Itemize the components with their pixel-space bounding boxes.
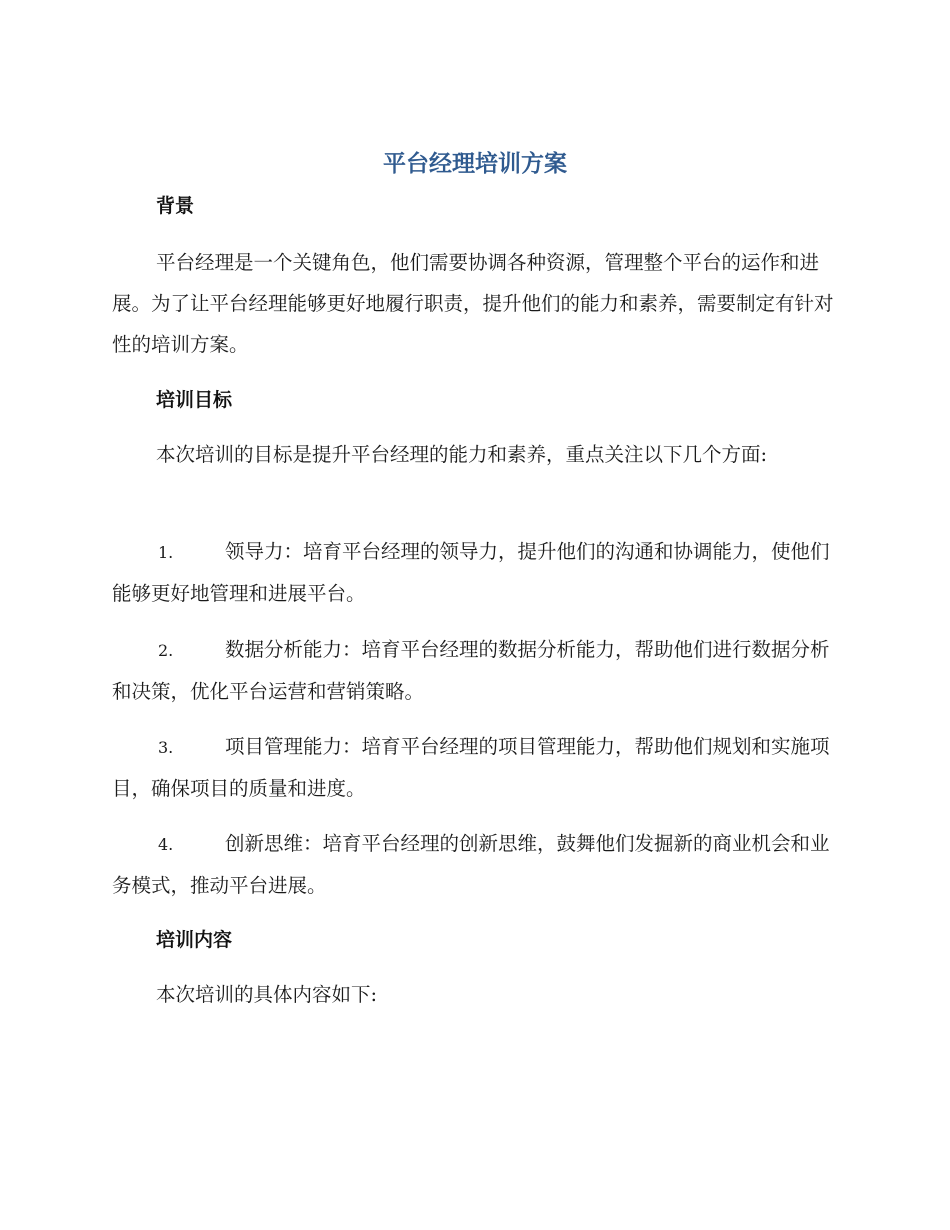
list-number: 3. bbox=[158, 738, 174, 757]
list-number: 4. bbox=[158, 835, 174, 854]
page-title: 平台经理培训方案 bbox=[383, 151, 567, 177]
list-text: 项目管理能力：培育平台经理的项目管理能力，帮助他们规划和实施项目，确保项目的质量和进度。 bbox=[112, 735, 830, 800]
section-heading-training-goals: 培训目标 bbox=[156, 389, 233, 411]
list-item bbox=[112, 726, 834, 809]
paragraph-background: 平台经理是一个关键角色，他们需要协调各种资源，管理整个平台的运作和进展。为了让平台经理能够更好地履行职责，提升他们的能力和素养，需要制定有针对性的培训方案。 bbox=[112, 251, 834, 356]
section-heading-background: 背景 bbox=[156, 195, 195, 217]
list-text: 创新思维：培育平台经理的创新思维，鼓舞他们发掘新的商业机会和业务模式，推动平台进展。 bbox=[112, 832, 830, 897]
list-item bbox=[112, 531, 834, 614]
list-number: 2. bbox=[158, 641, 174, 660]
paragraph-training-goals: 本次培训的目标是提升平台经理的能力和素养，重点关注以下几个方面: bbox=[156, 443, 768, 466]
list-number: 1. bbox=[158, 543, 174, 562]
list-text: 领导力：培育平台经理的领导力，提升他们的沟通和协调能力，使他们能够更好地管理和进展平台。 bbox=[112, 540, 830, 605]
paragraph-training-content: 本次培训的具体内容如下: bbox=[156, 983, 378, 1006]
list-item bbox=[112, 629, 834, 712]
list-text: 数据分析能力：培育平台经理的数据分析能力，帮助他们进行数据分析和决策，优化平台运营和营销策略。 bbox=[112, 638, 830, 703]
list-item bbox=[112, 823, 834, 906]
section-heading-training-content: 培训内容 bbox=[156, 929, 233, 951]
